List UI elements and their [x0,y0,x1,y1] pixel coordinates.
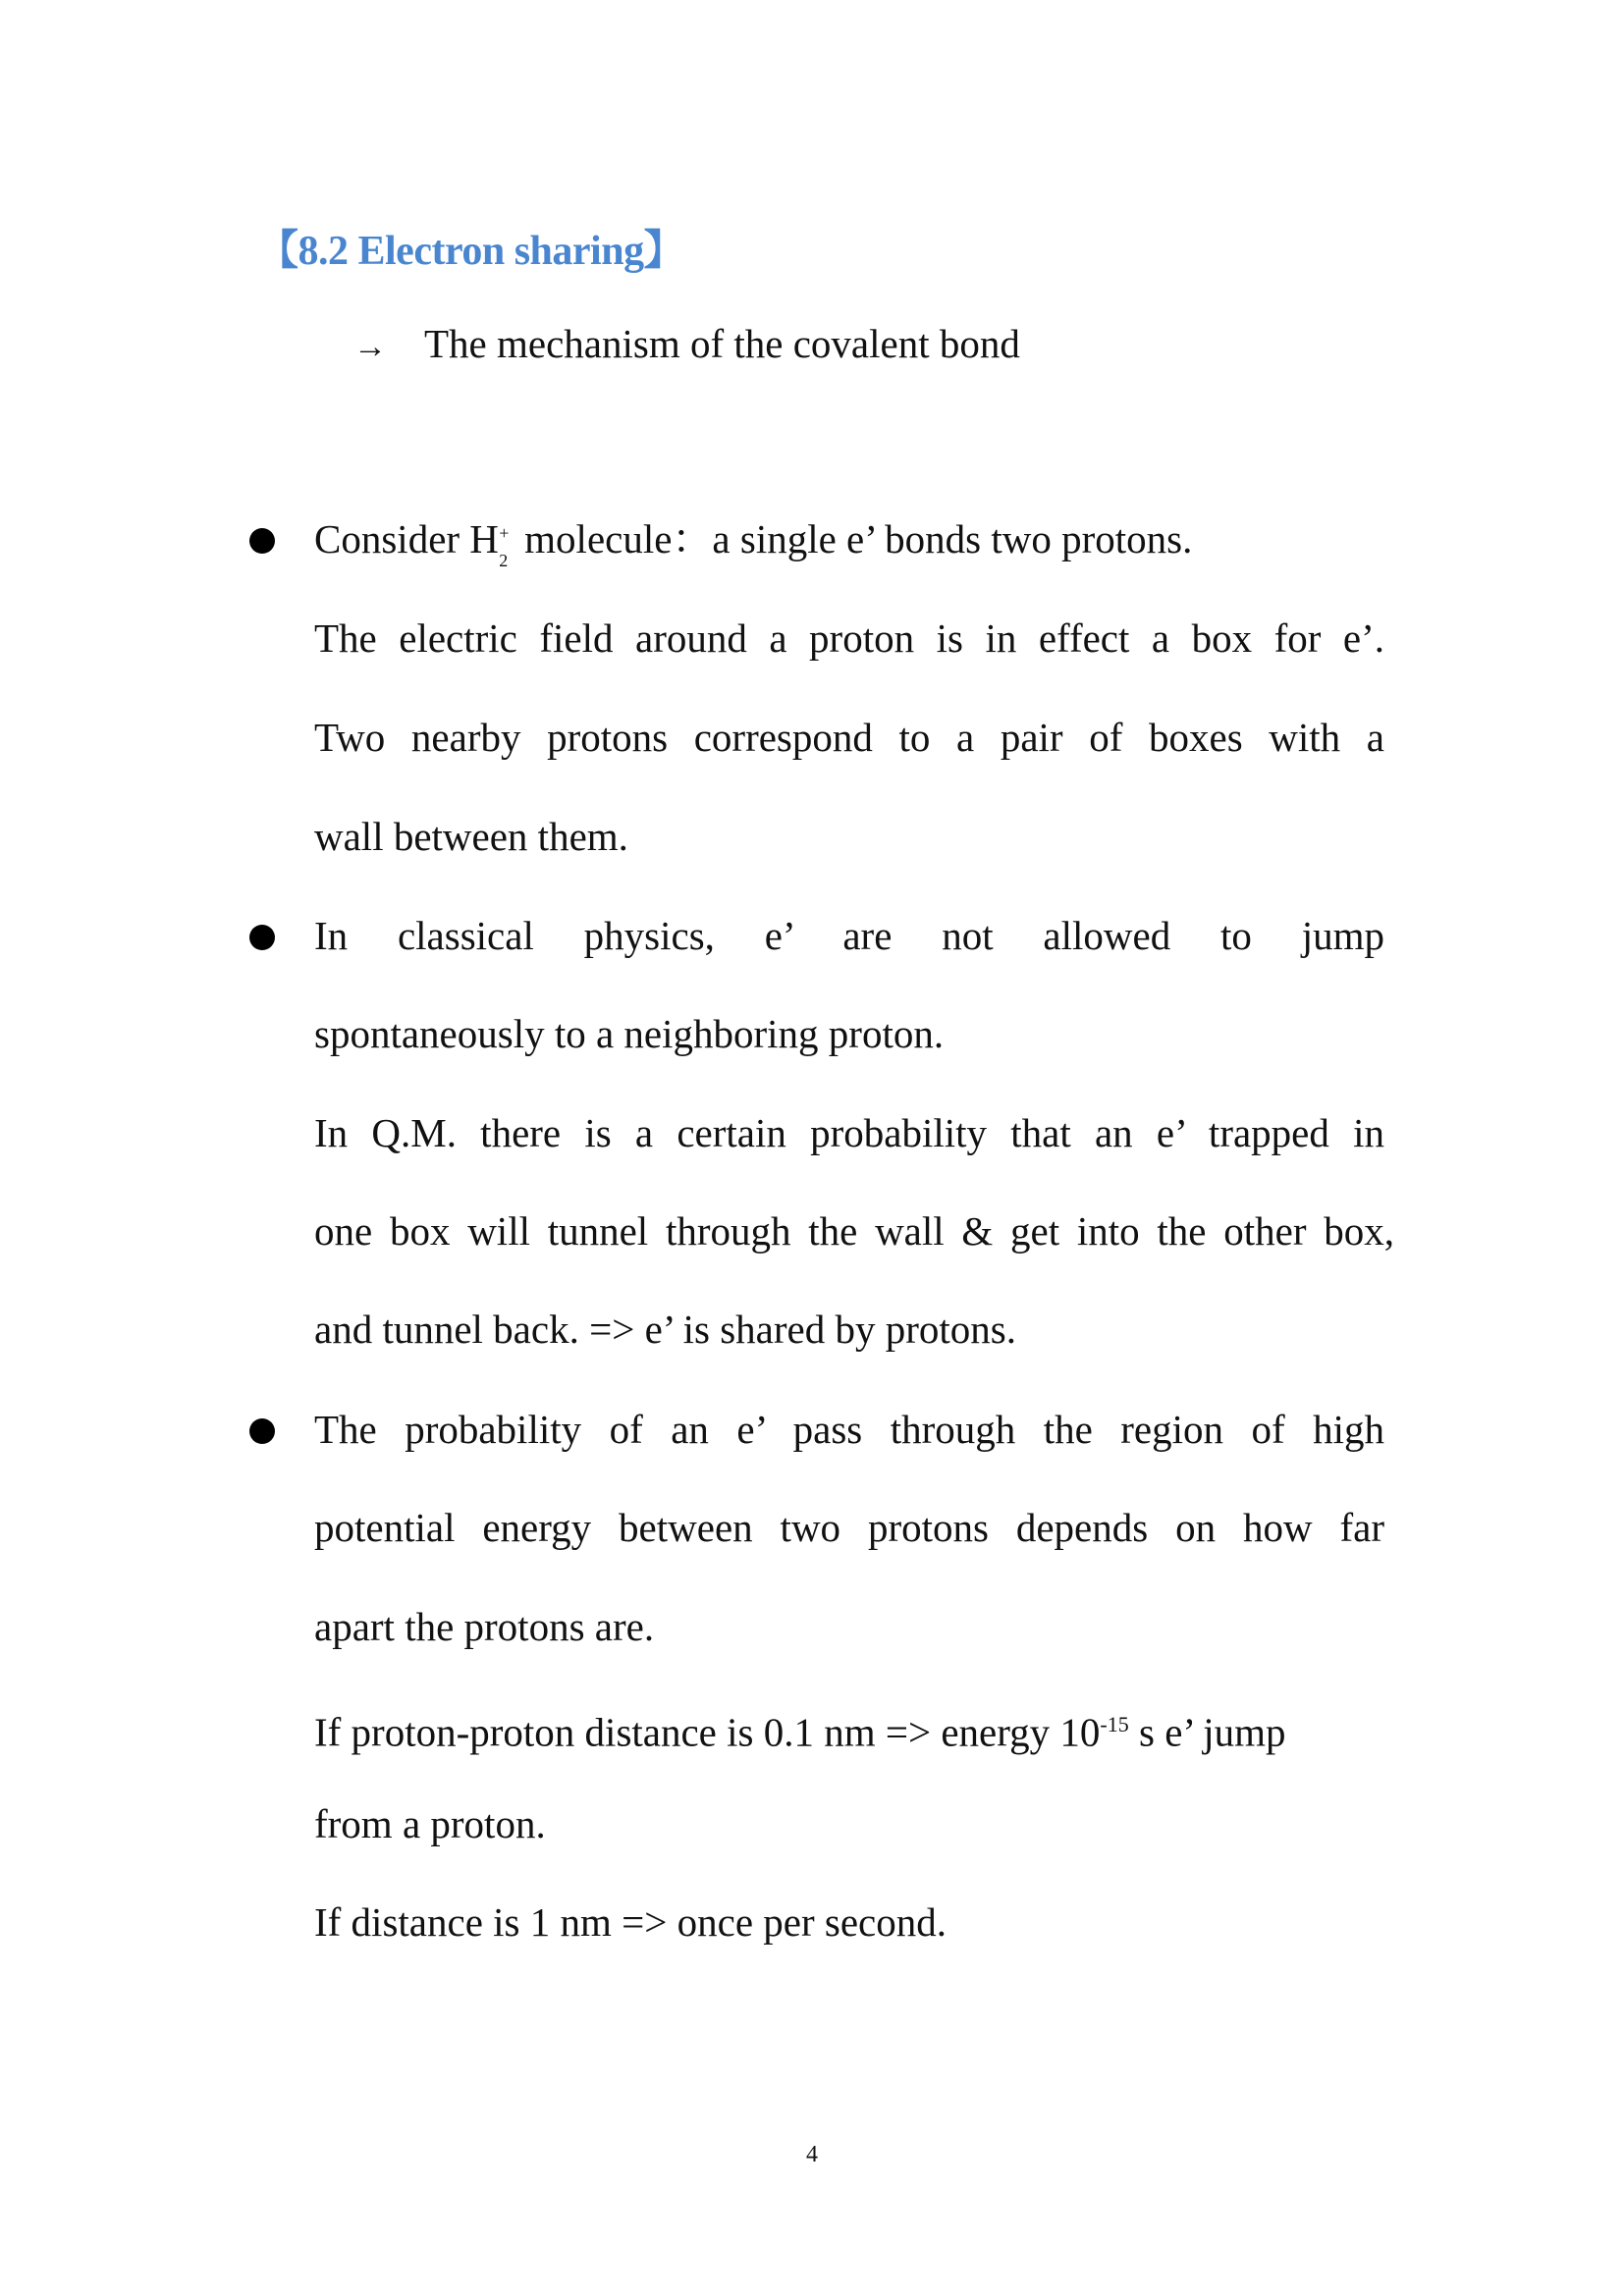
exponent: -15 [1100,1712,1129,1736]
paragraph-line: In Q.M. there is a certain probability that an e’ trapped in [314,1110,1384,1155]
paragraph-line: The probability of an e’ pass through the region of high [314,1407,1384,1452]
paragraph-line: Two nearby protons correspond to a pair of boxes with a [314,715,1384,760]
paragraph-line: potential energy between two protons depends on how far [314,1505,1384,1550]
bullet-icon [249,528,275,554]
subtitle-text: The mechanism of the covalent bond [424,321,1020,366]
arrow-icon: → [353,329,387,365]
bullet-icon [249,925,275,950]
paragraph-line [314,1701,1384,1756]
formula-base: H [469,516,499,561]
page-number: 4 [806,2142,818,2167]
paragraph-line: The electric field around a proton is in effect a box for e’. [314,615,1384,661]
paragraph-line: and tunnel back. => e’ is shared by protons. [314,1307,1016,1352]
paragraph-line: In classical physics, e’ are not allowed to jump [314,913,1384,958]
paragraph-line: one box will tunnel through the wall & get into the other box, [314,1208,1394,1254]
paragraph-line: wall between them. [314,814,628,859]
section-heading: 【8.2 Electron sharing】 [257,229,685,274]
text: If proton-proton distance is 0.1 nm => energy 10 [314,1709,1101,1755]
paragraph-line: spontaneously to a neighboring proton. [314,1011,945,1056]
text: Consider [314,516,470,561]
subtitle [353,320,1020,367]
bullet-icon [249,1418,275,1444]
text: molecule：a single e’ bonds two protons. [514,516,1193,561]
text: s e’ jump [1128,1709,1286,1755]
h2-plus-formula [469,515,510,570]
formula-superscript: + [499,523,510,543]
paragraph-line: from a proton. [314,1801,546,1846]
paragraph-line: If distance is 1 nm => once per second. [314,1899,947,1945]
paragraph-line [314,515,1384,570]
paragraph-line: apart the protons are. [314,1604,655,1649]
formula-subscript: 2 [499,551,509,570]
